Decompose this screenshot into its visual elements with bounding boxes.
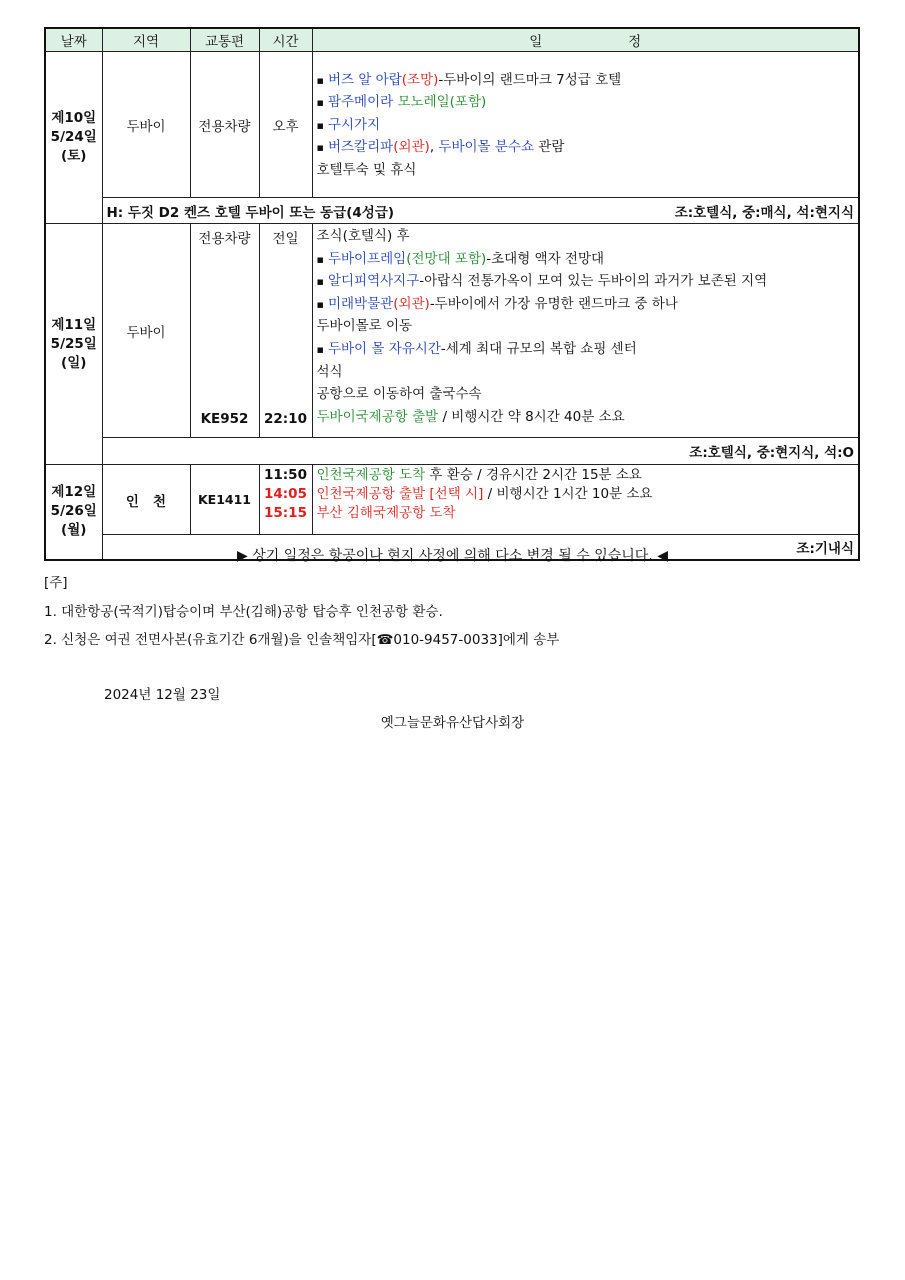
day2-line4 [317, 293, 855, 316]
day2-l2-note: (전망대 포함) [406, 250, 487, 267]
day2-line8: 공항으로 이동하여 출국수속 [316, 386, 482, 403]
day2-row [45, 224, 859, 438]
day3-line3: 부산 김해국제공항 도착 [316, 505, 456, 521]
day1-hotel-row [45, 198, 859, 224]
day2-l9-desc: / 비행시간 약 8시간 40분 소요 [438, 408, 625, 425]
day2-line5: 두바이몰로 이동 [316, 318, 413, 335]
day1-l4-place: 버즈칼리파 [327, 139, 394, 156]
day1-l1-desc: -두바이의 랜드마크 7성급 호텔 [438, 71, 622, 88]
day1-day-no: 제10일 [51, 110, 97, 126]
day2-line1: 조식(호텔식) 후 [316, 228, 410, 244]
day3-weekday: (월) [61, 522, 87, 539]
header-time: 시간 [259, 28, 312, 52]
itinerary-table [44, 27, 860, 561]
day2-l9-depart: 두바이국제공항 출발 [316, 408, 439, 425]
header-transport: 교통편 [190, 28, 259, 52]
day1-schedule [312, 52, 859, 198]
document-date: 2024년 12월 23일 [104, 687, 221, 703]
day1-l4-sep: , [429, 139, 439, 156]
day1-line4 [317, 136, 855, 159]
day2-line3 [317, 270, 855, 293]
day1-l3-place: 구시가지 [327, 116, 381, 133]
day3-l1-arrive: 인천국제공항 도착 [316, 467, 426, 483]
day1-date: 5/24일 [50, 129, 97, 145]
day2-l3-desc: -아랍식 전통가옥이 모여 있는 두바이의 과거가 보존된 지역 [419, 273, 768, 290]
day2-weekday: (일) [61, 354, 87, 371]
day2-flight-time: 22:10 [264, 411, 307, 427]
note-1: 1. 대한항공(국적기)탑승이며 부산(김해)공항 탑승후 인천공항 환승. [44, 604, 443, 620]
day3-times [259, 465, 312, 535]
day1-l2-note: 모노레일(포함) [397, 94, 487, 111]
day3-l2-desc: / 비행시간 1시간 10분 소요 [483, 486, 653, 502]
day1-hotel-cell [102, 198, 859, 224]
day2-time-cell [259, 224, 312, 438]
day2-l2-desc: -초대형 액자 전망대 [486, 250, 605, 267]
day2-meals: 조:호텔식, 중:현지식, 석:O [102, 438, 859, 465]
day1-transport: 전용차량 [190, 52, 259, 198]
day3-flight: KE1411 [190, 465, 259, 535]
day1-line5: 호텔투숙 및 휴식 [316, 161, 417, 178]
day1-l4-desc: 관람 [533, 139, 565, 156]
day2-day-no: 제11일 [51, 316, 97, 333]
day1-date-cell [45, 52, 102, 224]
header-date: 날짜 [45, 28, 102, 52]
organization: 옛그늘문화유산답사회장 [380, 715, 525, 731]
notice: ▶ 상기 일정은 항공이나 현지 사정에 의해 다소 변경 될 수 있습니다. ◀ [236, 548, 668, 564]
day1-l4-note: (외관) [393, 139, 430, 156]
day2-line6 [317, 338, 855, 361]
day3-region: 인 천 [102, 465, 190, 535]
header-region: 지역 [102, 28, 190, 52]
day1-time: 오후 [259, 52, 312, 198]
header-row [45, 28, 859, 52]
day3-schedule [312, 465, 859, 535]
day3-l1-desc: 후 환승 / 경유시간 2시간 15분 소요 [425, 467, 642, 483]
day3-line1 [317, 466, 855, 485]
day2-time: 전일 [272, 231, 299, 247]
day2-l6-place: 두바이 몰 자유시간 [327, 340, 441, 357]
day1-l1-note: (조망) [401, 71, 439, 88]
day2-l2-place: 두바이프레임 [327, 250, 407, 267]
day2-meals-row [45, 438, 859, 465]
day2-region: 두바이 [102, 224, 190, 438]
day1-meals: 조:호텔식, 중:매식, 석:현지식 [674, 204, 854, 221]
day1-l1-place: 버즈 알 아랍 [327, 71, 402, 88]
day3-date: 5/26일 [50, 503, 97, 520]
day2-transport-cell [190, 224, 259, 438]
day3-line2 [317, 485, 855, 504]
day2-line2 [317, 248, 855, 271]
day2-l6-desc: -세계 최대 규모의 복합 쇼핑 센터 [440, 340, 637, 357]
day1-l4-place2: 두바이몰 분수쇼 [438, 139, 534, 156]
day2-transport: 전용차량 [198, 231, 251, 247]
day2-date-cell [45, 224, 102, 465]
day3-time3: 15:15 [264, 505, 307, 521]
day3-meals: 조:기내식 [102, 535, 859, 560]
day2-date: 5/25일 [50, 335, 97, 352]
day3-l2-depart: 인천국제공항 출발 [선택 시] [316, 486, 484, 502]
day2-line7: 석식 [316, 363, 343, 380]
day3-time1: 11:50 [264, 467, 307, 483]
day3-day-no: 제12일 [51, 484, 97, 501]
day1-l2-place: 팜주메이라 [327, 94, 398, 111]
day3-time2: 14:05 [264, 486, 307, 502]
day2-schedule [312, 224, 859, 438]
day2-l4-note: (외관) [393, 295, 430, 312]
day2-line9 [317, 406, 855, 429]
notes-heading: [주] [44, 575, 68, 591]
day1-row [45, 52, 859, 198]
day1-hotel: H: 두짓 D2 켄즈 호텔 두바이 또는 동급(4성급) [106, 204, 395, 221]
day3-row [45, 465, 859, 535]
day1-line2 [317, 91, 855, 114]
day2-l3-place: 알디피역사지구 [327, 273, 420, 290]
day1-line1 [317, 69, 855, 92]
day1-region: 두바이 [102, 52, 190, 198]
day2-l4-desc: -두바이에서 가장 유명한 랜드마크 중 하나 [429, 295, 678, 312]
day2-l4-place: 미래박물관 [327, 295, 394, 312]
header-schedule: 일 정 [312, 28, 859, 52]
note-2: 2. 신청은 여권 전면사본(유효기간 6개월)을 인솔책임자[☎010-9457-0033]에게 송부 [44, 632, 560, 648]
day1-weekday: (토) [61, 148, 87, 164]
day2-flight: KE952 [200, 411, 249, 427]
day1-line3 [317, 114, 855, 137]
